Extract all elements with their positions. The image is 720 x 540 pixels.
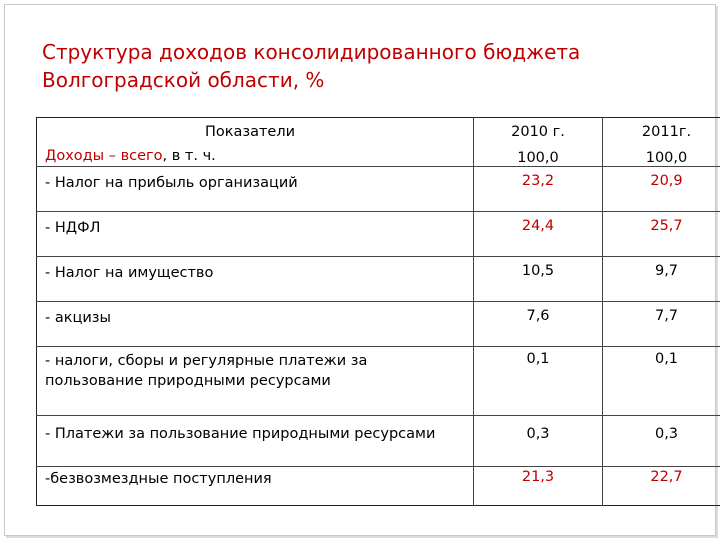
value-2010: 24,4: [474, 212, 603, 257]
value-2011: 0,1: [603, 347, 720, 416]
total-label-red: Доходы – всего: [45, 148, 163, 164]
table-row: [37, 257, 720, 302]
header-indicator: Показатели: [204, 124, 296, 140]
value-2010: 0,1: [474, 347, 603, 416]
value-2010: 10,5: [474, 257, 603, 302]
header-indicator-cell: [37, 118, 474, 167]
header-year-2010: 2010 г.: [511, 124, 565, 140]
table-row: [37, 167, 720, 212]
value-2010: 0,3: [474, 416, 603, 467]
slide-title: [42, 38, 682, 94]
value-2011: 0,3: [603, 416, 720, 467]
table-row: [37, 347, 720, 416]
table-row: [37, 416, 720, 467]
row-label: - Налог на прибыль организаций: [37, 167, 474, 212]
revenue-structure-table: [36, 117, 720, 506]
row-label: - налоги, сборы и регулярные платежи за пользование природными ресурсами: [37, 347, 474, 416]
header-year-2010-cell: [474, 118, 603, 167]
header-year-2011: 2011г.: [641, 124, 692, 140]
value-2011: 20,9: [603, 167, 720, 212]
total-2011: 100,0: [645, 150, 688, 166]
value-2010: 7,6: [474, 302, 603, 347]
row-label: - Платежи за пользование природными ресурсами: [37, 416, 474, 467]
total-row-label: [45, 148, 465, 164]
total-2010: 100,0: [517, 150, 559, 166]
row-label: - акцизы: [37, 302, 474, 347]
table-header-row: [37, 118, 720, 167]
table-row: [37, 212, 720, 257]
row-label: -безвозмездные поступления: [37, 467, 474, 506]
value-2011: 22,7: [603, 467, 720, 506]
row-label: - НДФЛ: [37, 212, 474, 257]
table-body: [37, 167, 720, 506]
total-label-rest: , в т. ч.: [162, 148, 216, 164]
value-2010: 23,2: [474, 167, 603, 212]
value-2011: 9,7: [603, 257, 720, 302]
title-line-1: Структура доходов консолидированного бюджета: [42, 40, 581, 64]
value-2011: 25,7: [603, 212, 720, 257]
table-row: [37, 302, 720, 347]
table-row: [37, 467, 720, 506]
value-2010: 21,3: [474, 467, 603, 506]
header-year-2011-cell: [603, 118, 720, 167]
value-2011: 7,7: [603, 302, 720, 347]
row-label: - Налог на имущество: [37, 257, 474, 302]
title-line-2: Волгоградской области, %: [42, 68, 325, 92]
